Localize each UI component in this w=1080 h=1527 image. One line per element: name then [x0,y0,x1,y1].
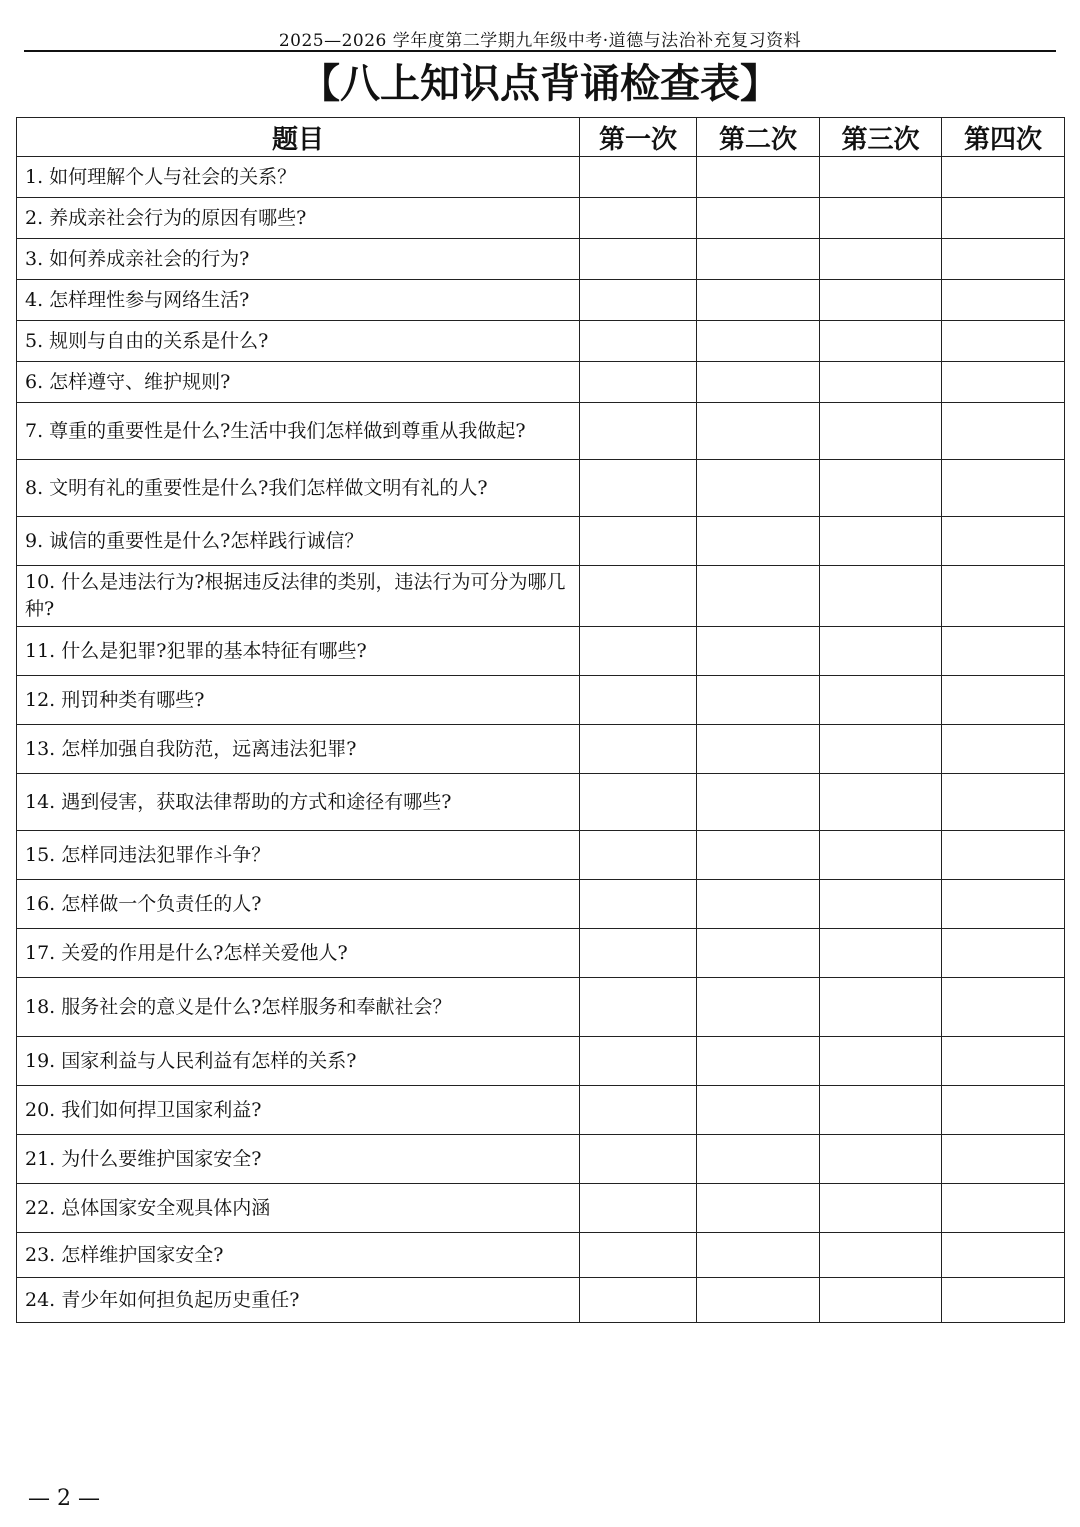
check-cell-second[interactable] [697,831,820,880]
question-cell: 12. 刑罚种类有哪些? [17,676,580,725]
table-header-row [17,118,1065,157]
check-cell-fourth[interactable] [942,1184,1065,1233]
column-header-question: 题目 [17,118,580,157]
check-cell-second[interactable] [697,362,820,403]
check-cell-fourth[interactable] [942,774,1065,831]
check-cell-first[interactable] [580,403,697,460]
check-cell-third[interactable] [820,1184,942,1233]
check-cell-third[interactable] [820,198,942,239]
question-cell: 23. 怎样维护国家安全? [17,1233,580,1278]
check-cell-second[interactable] [697,280,820,321]
check-cell-second[interactable] [697,627,820,676]
check-cell-first[interactable] [580,239,697,280]
check-cell-first[interactable] [580,566,697,627]
table-row [17,198,1065,239]
check-cell-third[interactable] [820,831,942,880]
table-row [17,1037,1065,1086]
table-row [17,676,1065,725]
table-row [17,929,1065,978]
check-cell-second[interactable] [697,929,820,978]
check-cell-second[interactable] [697,725,820,774]
check-cell-third[interactable] [820,1233,942,1278]
check-cell-fourth[interactable] [942,929,1065,978]
column-header-third: 第三次 [820,118,942,157]
question-cell: 21. 为什么要维护国家安全? [17,1135,580,1184]
question-cell: 20. 我们如何捍卫国家利益? [17,1086,580,1135]
check-cell-third[interactable] [820,627,942,676]
check-cell-third[interactable] [820,978,942,1037]
check-cell-third[interactable] [820,362,942,403]
check-cell-third[interactable] [820,321,942,362]
check-cell-first[interactable] [580,1233,697,1278]
check-cell-fourth[interactable] [942,239,1065,280]
question-cell: 16. 怎样做一个负责任的人? [17,880,580,929]
table-row [17,460,1065,517]
question-cell: 22. 总体国家安全观具体内涵 [17,1184,580,1233]
table-row [17,1184,1065,1233]
check-cell-fourth[interactable] [942,831,1065,880]
column-header-fourth: 第四次 [942,118,1065,157]
check-cell-first[interactable] [580,831,697,880]
check-cell-fourth[interactable] [942,198,1065,239]
check-cell-fourth[interactable] [942,627,1065,676]
check-cell-third[interactable] [820,774,942,831]
check-cell-fourth[interactable] [942,1278,1065,1323]
check-cell-second[interactable] [697,880,820,929]
question-cell: 9. 诚信的重要性是什么?怎样践行诚信？ [17,517,580,566]
table-row [17,280,1065,321]
check-cell-fourth[interactable] [942,1086,1065,1135]
check-cell-fourth[interactable] [942,460,1065,517]
check-cell-first[interactable] [580,1135,697,1184]
check-cell-fourth[interactable] [942,280,1065,321]
check-cell-first[interactable] [580,725,697,774]
check-cell-first[interactable] [580,321,697,362]
check-cell-first[interactable] [580,517,697,566]
check-cell-second[interactable] [697,566,820,627]
check-cell-fourth[interactable] [942,978,1065,1037]
check-cell-first[interactable] [580,627,697,676]
check-cell-first[interactable] [580,157,697,198]
question-cell: 13. 怎样加强自我防范，远离违法犯罪? [17,725,580,774]
check-cell-second[interactable] [697,157,820,198]
check-cell-first[interactable] [580,676,697,725]
check-cell-first[interactable] [580,880,697,929]
question-cell: 6. 怎样遵守、维护规则? [17,362,580,403]
page-number: — 2 — [28,1486,100,1511]
table-row [17,774,1065,831]
check-cell-second[interactable] [697,1278,820,1323]
question-cell: 7. 尊重的重要性是什么?生活中我们怎样做到尊重从我做起? [17,403,580,460]
check-cell-fourth[interactable] [942,1037,1065,1086]
question-cell: 4. 怎样理性参与网络生活? [17,280,580,321]
check-cell-first[interactable] [580,1278,697,1323]
check-cell-fourth[interactable] [942,362,1065,403]
check-cell-first[interactable] [580,1037,697,1086]
check-cell-fourth[interactable] [942,725,1065,774]
check-cell-first[interactable] [580,929,697,978]
check-cell-third[interactable] [820,280,942,321]
check-cell-second[interactable] [697,774,820,831]
check-cell-fourth[interactable] [942,157,1065,198]
check-cell-second[interactable] [697,1233,820,1278]
check-cell-first[interactable] [580,460,697,517]
check-cell-second[interactable] [697,198,820,239]
check-cell-third[interactable] [820,566,942,627]
check-cell-fourth[interactable] [942,880,1065,929]
question-cell: 10. 什么是违法行为?根据违反法律的类别，违法行为可分为哪几种? [17,566,580,627]
table-row [17,725,1065,774]
table-row [17,880,1065,929]
check-cell-second[interactable] [697,321,820,362]
column-header-first: 第一次 [580,118,697,157]
question-cell: 2. 养成亲社会行为的原因有哪些? [17,198,580,239]
question-cell: 5. 规则与自由的关系是什么? [17,321,580,362]
check-cell-fourth[interactable] [942,566,1065,627]
check-cell-third[interactable] [820,1037,942,1086]
check-cell-first[interactable] [580,1184,697,1233]
question-cell: 15. 怎样同违法犯罪作斗争？ [17,831,580,880]
table-row [17,403,1065,460]
check-cell-fourth[interactable] [942,1135,1065,1184]
check-cell-third[interactable] [820,157,942,198]
check-cell-third[interactable] [820,1278,942,1323]
table-row [17,239,1065,280]
table-row [17,517,1065,566]
check-cell-third[interactable] [820,460,942,517]
table-row [17,1278,1065,1323]
table-row [17,627,1065,676]
question-cell: 1. 如何理解个人与社会的关系？ [17,157,580,198]
check-cell-fourth[interactable] [942,517,1065,566]
check-cell-second[interactable] [697,1135,820,1184]
check-cell-first[interactable] [580,774,697,831]
check-cell-second[interactable] [697,239,820,280]
check-cell-second[interactable] [697,1037,820,1086]
check-cell-third[interactable] [820,1135,942,1184]
page-header: 2025—2026 学年度第二学期九年级中考·道德与法治补充复习资料 [278,31,802,51]
table-row [17,157,1065,198]
check-cell-first[interactable] [580,362,697,403]
check-cell-second[interactable] [697,1184,820,1233]
question-cell: 3. 如何养成亲社会的行为? [17,239,580,280]
table-row [17,1233,1065,1278]
question-cell: 19. 国家利益与人民利益有怎样的关系? [17,1037,580,1086]
checklist-table [16,117,1065,1323]
check-cell-second[interactable] [697,1086,820,1135]
check-cell-second[interactable] [697,676,820,725]
question-cell: 11. 什么是犯罪?犯罪的基本特征有哪些? [17,627,580,676]
table-row [17,566,1065,627]
question-cell: 18. 服务社会的意义是什么?怎样服务和奉献社会？ [17,978,580,1037]
table-row [17,1086,1065,1135]
check-cell-third[interactable] [820,880,942,929]
check-cell-third[interactable] [820,725,942,774]
check-cell-third[interactable] [820,1086,942,1135]
table-row [17,1135,1065,1184]
table-row [17,362,1065,403]
question-cell: 24. 青少年如何担负起历史重任? [17,1278,580,1323]
question-cell: 14. 遇到侵害，获取法律帮助的方式和途径有哪些? [17,774,580,831]
check-cell-second[interactable] [697,517,820,566]
check-cell-second[interactable] [697,460,820,517]
table-row [17,831,1065,880]
check-cell-first[interactable] [580,280,697,321]
page-title: 【八上知识点背诵检查表】 [300,61,780,107]
question-cell: 8. 文明有礼的重要性是什么?我们怎样做文明有礼的人? [17,460,580,517]
check-cell-first[interactable] [580,1086,697,1135]
table-row [17,321,1065,362]
header-divider [24,50,1056,52]
check-cell-fourth[interactable] [942,321,1065,362]
column-header-second: 第二次 [697,118,820,157]
check-cell-first[interactable] [580,978,697,1037]
check-cell-third[interactable] [820,676,942,725]
question-cell: 17. 关爱的作用是什么?怎样关爱他人? [17,929,580,978]
check-cell-fourth[interactable] [942,1233,1065,1278]
check-cell-third[interactable] [820,239,942,280]
check-cell-first[interactable] [580,198,697,239]
check-cell-third[interactable] [820,517,942,566]
check-cell-fourth[interactable] [942,676,1065,725]
table-row [17,978,1065,1037]
check-cell-second[interactable] [697,978,820,1037]
check-cell-fourth[interactable] [942,403,1065,460]
check-cell-second[interactable] [697,403,820,460]
check-cell-third[interactable] [820,929,942,978]
check-cell-third[interactable] [820,403,942,460]
